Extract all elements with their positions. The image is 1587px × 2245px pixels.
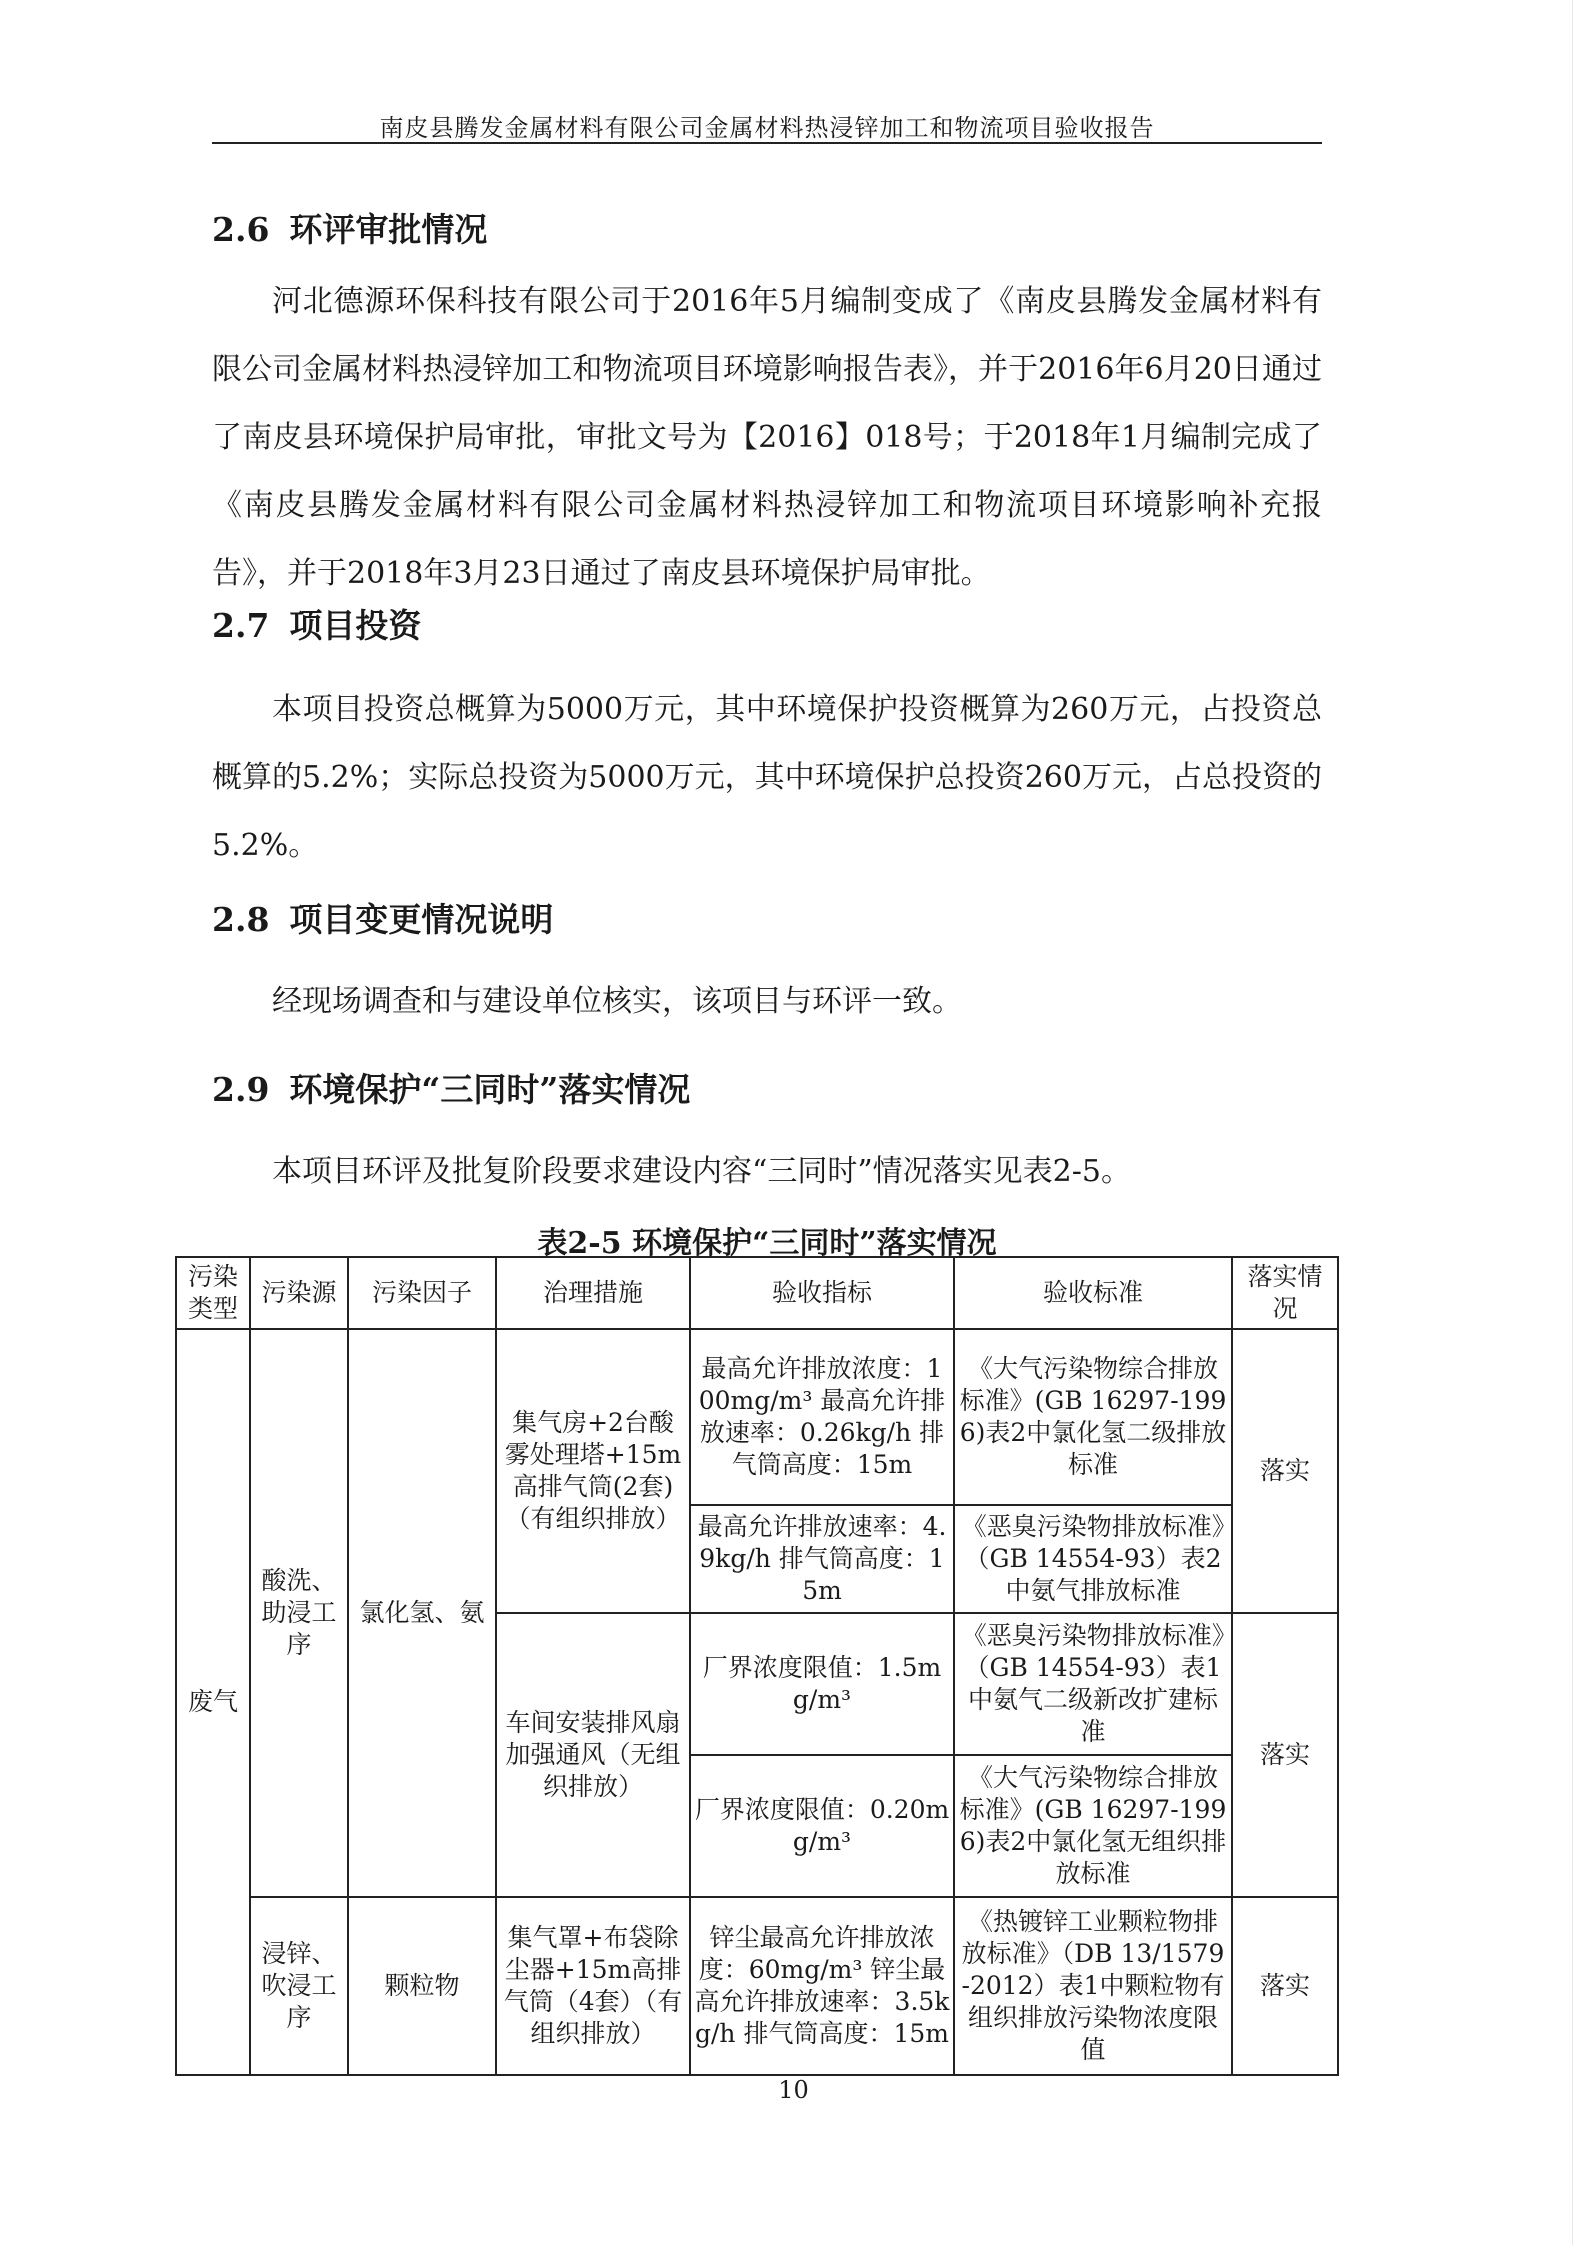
source-cell: 酸洗、助浸工序	[250, 1329, 348, 1897]
source-cell: 浸锌、吹浸工序	[250, 1897, 348, 2075]
header-cell: 验收指标	[690, 1257, 954, 1329]
table-row	[176, 1329, 1338, 1505]
index-cell: 最高允许排放浓度：100mg/m³ 最高允许排放速率：0.26kg/h 排气筒高度：15m	[690, 1329, 954, 1505]
measure-cell: 集气罩+布袋除尘器+15m高排气筒（4套）（有组织排放）	[496, 1897, 690, 2075]
status-cell: 落实	[1232, 1613, 1338, 1897]
section-title: 环境保护“三同时”落实情况	[289, 1070, 691, 1109]
page-edge-line	[1572, 0, 1573, 2245]
section-heading-2-6	[212, 204, 487, 251]
header-cell: 污染源	[250, 1257, 348, 1329]
section-heading-2-7	[212, 600, 421, 647]
standard-cell: 《大气污染物综合排放标准》(GB 16297-1996)表2中氯化氢无组织排放标准	[954, 1755, 1232, 1897]
header-cell: 落实情况	[1232, 1257, 1338, 1329]
section-paragraph-2-8: 经现场调查和与建设单位核实，该项目与环评一致。	[272, 984, 962, 1019]
status-cell: 落实	[1232, 1329, 1338, 1613]
page-number: 10	[778, 2076, 809, 2104]
standard-cell: 《恶臭污染物排放标准》（GB 14554-93）表1中氨气二级新改扩建标准	[954, 1613, 1232, 1755]
three-simultaneous-table	[175, 1256, 1339, 2076]
section-title: 项目变更情况说明	[289, 900, 554, 939]
table-row	[176, 1897, 1338, 2075]
measure-cell: 车间安装排风扇加强通风（无组织排放）	[496, 1613, 690, 1897]
running-header: 南皮县腾发金属材料有限公司金属材料热浸锌加工和物流项目验收报告	[379, 114, 1155, 142]
table-caption: 表2-5 环境保护“三同时”落实情况	[537, 1226, 997, 1261]
section-number: 2.8	[212, 900, 270, 939]
measure-cell: 集气房+2台酸雾处理塔+15m高排气筒(2套)（有组织排放）	[496, 1329, 690, 1613]
header-cell: 验收标准	[954, 1257, 1232, 1329]
table-header-row	[176, 1257, 1338, 1329]
section-heading-2-8	[212, 894, 553, 941]
header-cell: 污染类型	[176, 1257, 250, 1329]
factor-cell: 颗粒物	[348, 1897, 496, 2075]
section-paragraph-2-7: 本项目投资总概算为5000万元，其中环境保护投资概算为260万元，占投资总概算的5.2%；实际总投资为5000万元，其中环境保护总投资260万元，占总投资的5.2%。	[212, 692, 1322, 863]
section-heading-2-9	[212, 1064, 690, 1111]
standard-cell: 《恶臭污染物排放标准》（GB 14554-93）表2中氨气排放标准	[954, 1505, 1232, 1613]
section-paragraph-2-9: 本项目环评及批复阶段要求建设内容“三同时”情况落实见表2-5。	[272, 1154, 1131, 1189]
section-title: 环评审批情况	[289, 210, 488, 249]
index-cell: 最高允许排放速率：4.9kg/h 排气筒高度：15m	[690, 1505, 954, 1613]
header-cell: 污染因子	[348, 1257, 496, 1329]
index-cell: 锌尘最高允许排放浓度：60mg/m³ 锌尘最高允许排放速率：3.5kg/h 排气筒高度：15m	[690, 1897, 954, 2075]
factor-cell: 氯化氢、氨	[348, 1329, 496, 1897]
standard-cell: 《大气污染物综合排放标准》(GB 16297-1996)表2中氯化氢二级排放标准	[954, 1329, 1232, 1505]
pollution-type-cell: 废气	[176, 1329, 250, 2075]
standard-cell: 《热镀锌工业颗粒物排放标准》（DB 13/1579-2012）表1中颗粒物有组织排放污染物浓度限值	[954, 1897, 1232, 2075]
index-cell: 厂界浓度限值：0.20mg/m³	[690, 1755, 954, 1897]
section-paragraph-2-6: 河北德源环保科技有限公司于2016年5月编制变成了《南皮县腾发金属材料有限公司金属材料热浸锌加工和物流项目环境影响报告表》，并于2016年6月20日通过了南皮县环境保护局审批，审批文号为【2016】018号；于2018年1月编制完成了《南皮县腾发金属材料有限公司金属材料热浸锌加工和物流项目环境影响补充报告》，并于2018年3月23日通过了南皮县环境保护局审批。	[212, 284, 1322, 591]
section-number: 2.7	[212, 606, 270, 645]
section-title: 项目投资	[289, 606, 422, 645]
header-cell: 治理措施	[496, 1257, 690, 1329]
status-cell: 落实	[1232, 1897, 1338, 2075]
header-rule	[212, 142, 1322, 144]
section-number: 2.9	[212, 1070, 270, 1109]
section-number: 2.6	[212, 210, 270, 249]
index-cell: 厂界浓度限值：1.5mg/m³	[690, 1613, 954, 1755]
